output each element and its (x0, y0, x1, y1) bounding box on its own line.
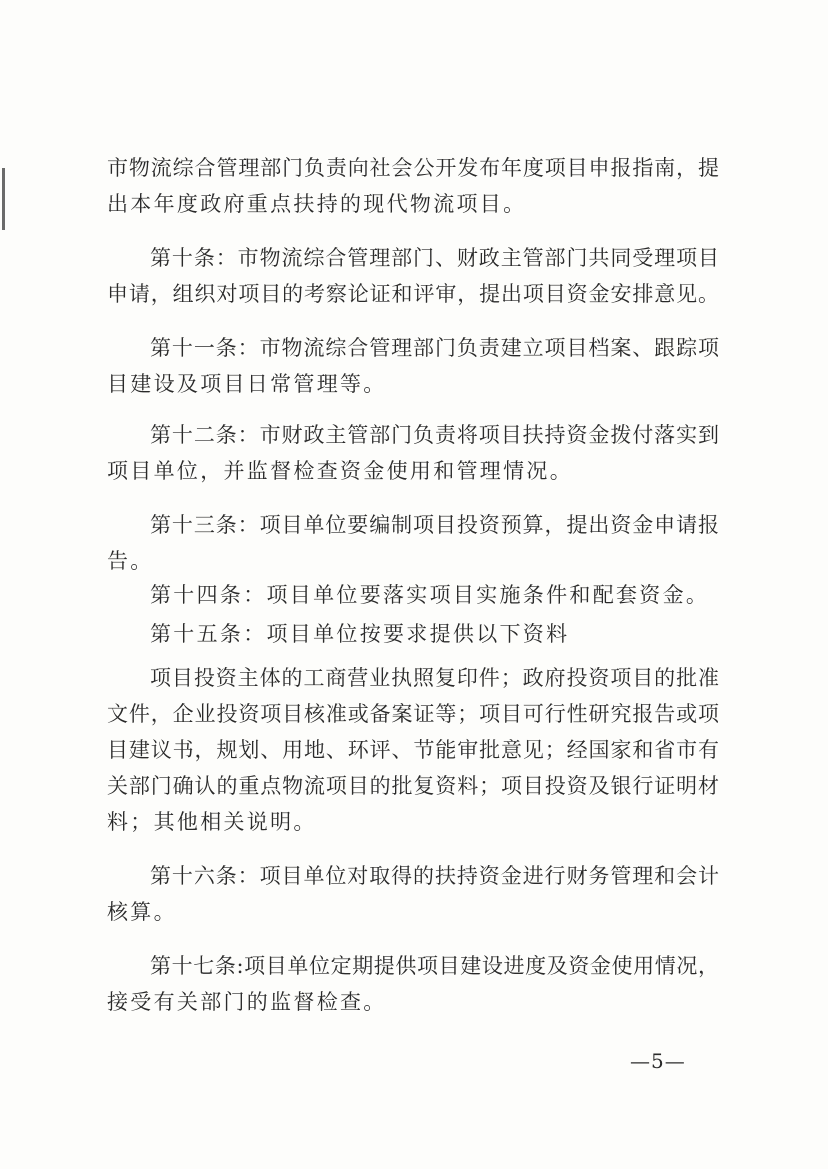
text-line-article-12: 第十二条：市财政主管部门负责将项目扶持资金拨付落实到 (150, 423, 719, 447)
text-line: 料；其他相关说明。 (107, 810, 317, 834)
text-line-article-15: 第十五条：项目单位按要求提供以下资料 (150, 622, 570, 646)
text-line: 申请，组织对项目的考察论证和评审，提出项目资金安排意见。 (107, 282, 719, 306)
text-line: 目建设及项目日常管理等。 (107, 372, 387, 396)
text-line-article-11: 第十一条：市物流综合管理部门负责建立项目档案、跟踪项 (150, 336, 719, 360)
text-line: 核算。 (107, 900, 177, 924)
text-line: 项目单位，并监督检查资金使用和管理情况。 (107, 459, 573, 483)
text-line-article-14: 第十四条：项目单位要落实项目实施条件和配套资金。 (150, 583, 710, 607)
text-line: 文件，企业投资项目核准或备案证等；项目可行性研究报告或项 (107, 702, 719, 726)
text-line: 市物流综合管理部门负责向社会公开发布年度项目申报指南，提 (107, 156, 719, 180)
text-line-article-13: 第十三条：项目单位要编制项目投资预算，提出资金申请报 (150, 513, 719, 537)
text-line: 出本年度政府重点扶持的现代物流项目。 (107, 192, 527, 216)
text-line: 关部门确认的重点物流项目的批复资料；项目投资及银行证明材 (107, 774, 719, 798)
text-line-article-10: 第十条：市物流综合管理部门、财政主管部门共同受理项目 (150, 246, 719, 270)
text-line: 告。 (107, 549, 154, 573)
text-line: 目建议书，规划、用地、环评、节能审批意见；经国家和省市有 (107, 738, 719, 762)
text-line-article-17: 第十七条:项目单位定期提供项目建设进度及资金使用情况， (150, 954, 719, 978)
text-line: 项目投资主体的工商营业执照复印件；政府投资项目的批准 (150, 666, 719, 690)
page-number: —5— (630, 1049, 686, 1073)
binding-mark (2, 168, 5, 230)
text-line-article-16: 第十六条：项目单位对取得的扶持资金进行财务管理和会计 (150, 864, 719, 888)
text-line: 接受有关部门的监督检查。 (107, 990, 387, 1014)
